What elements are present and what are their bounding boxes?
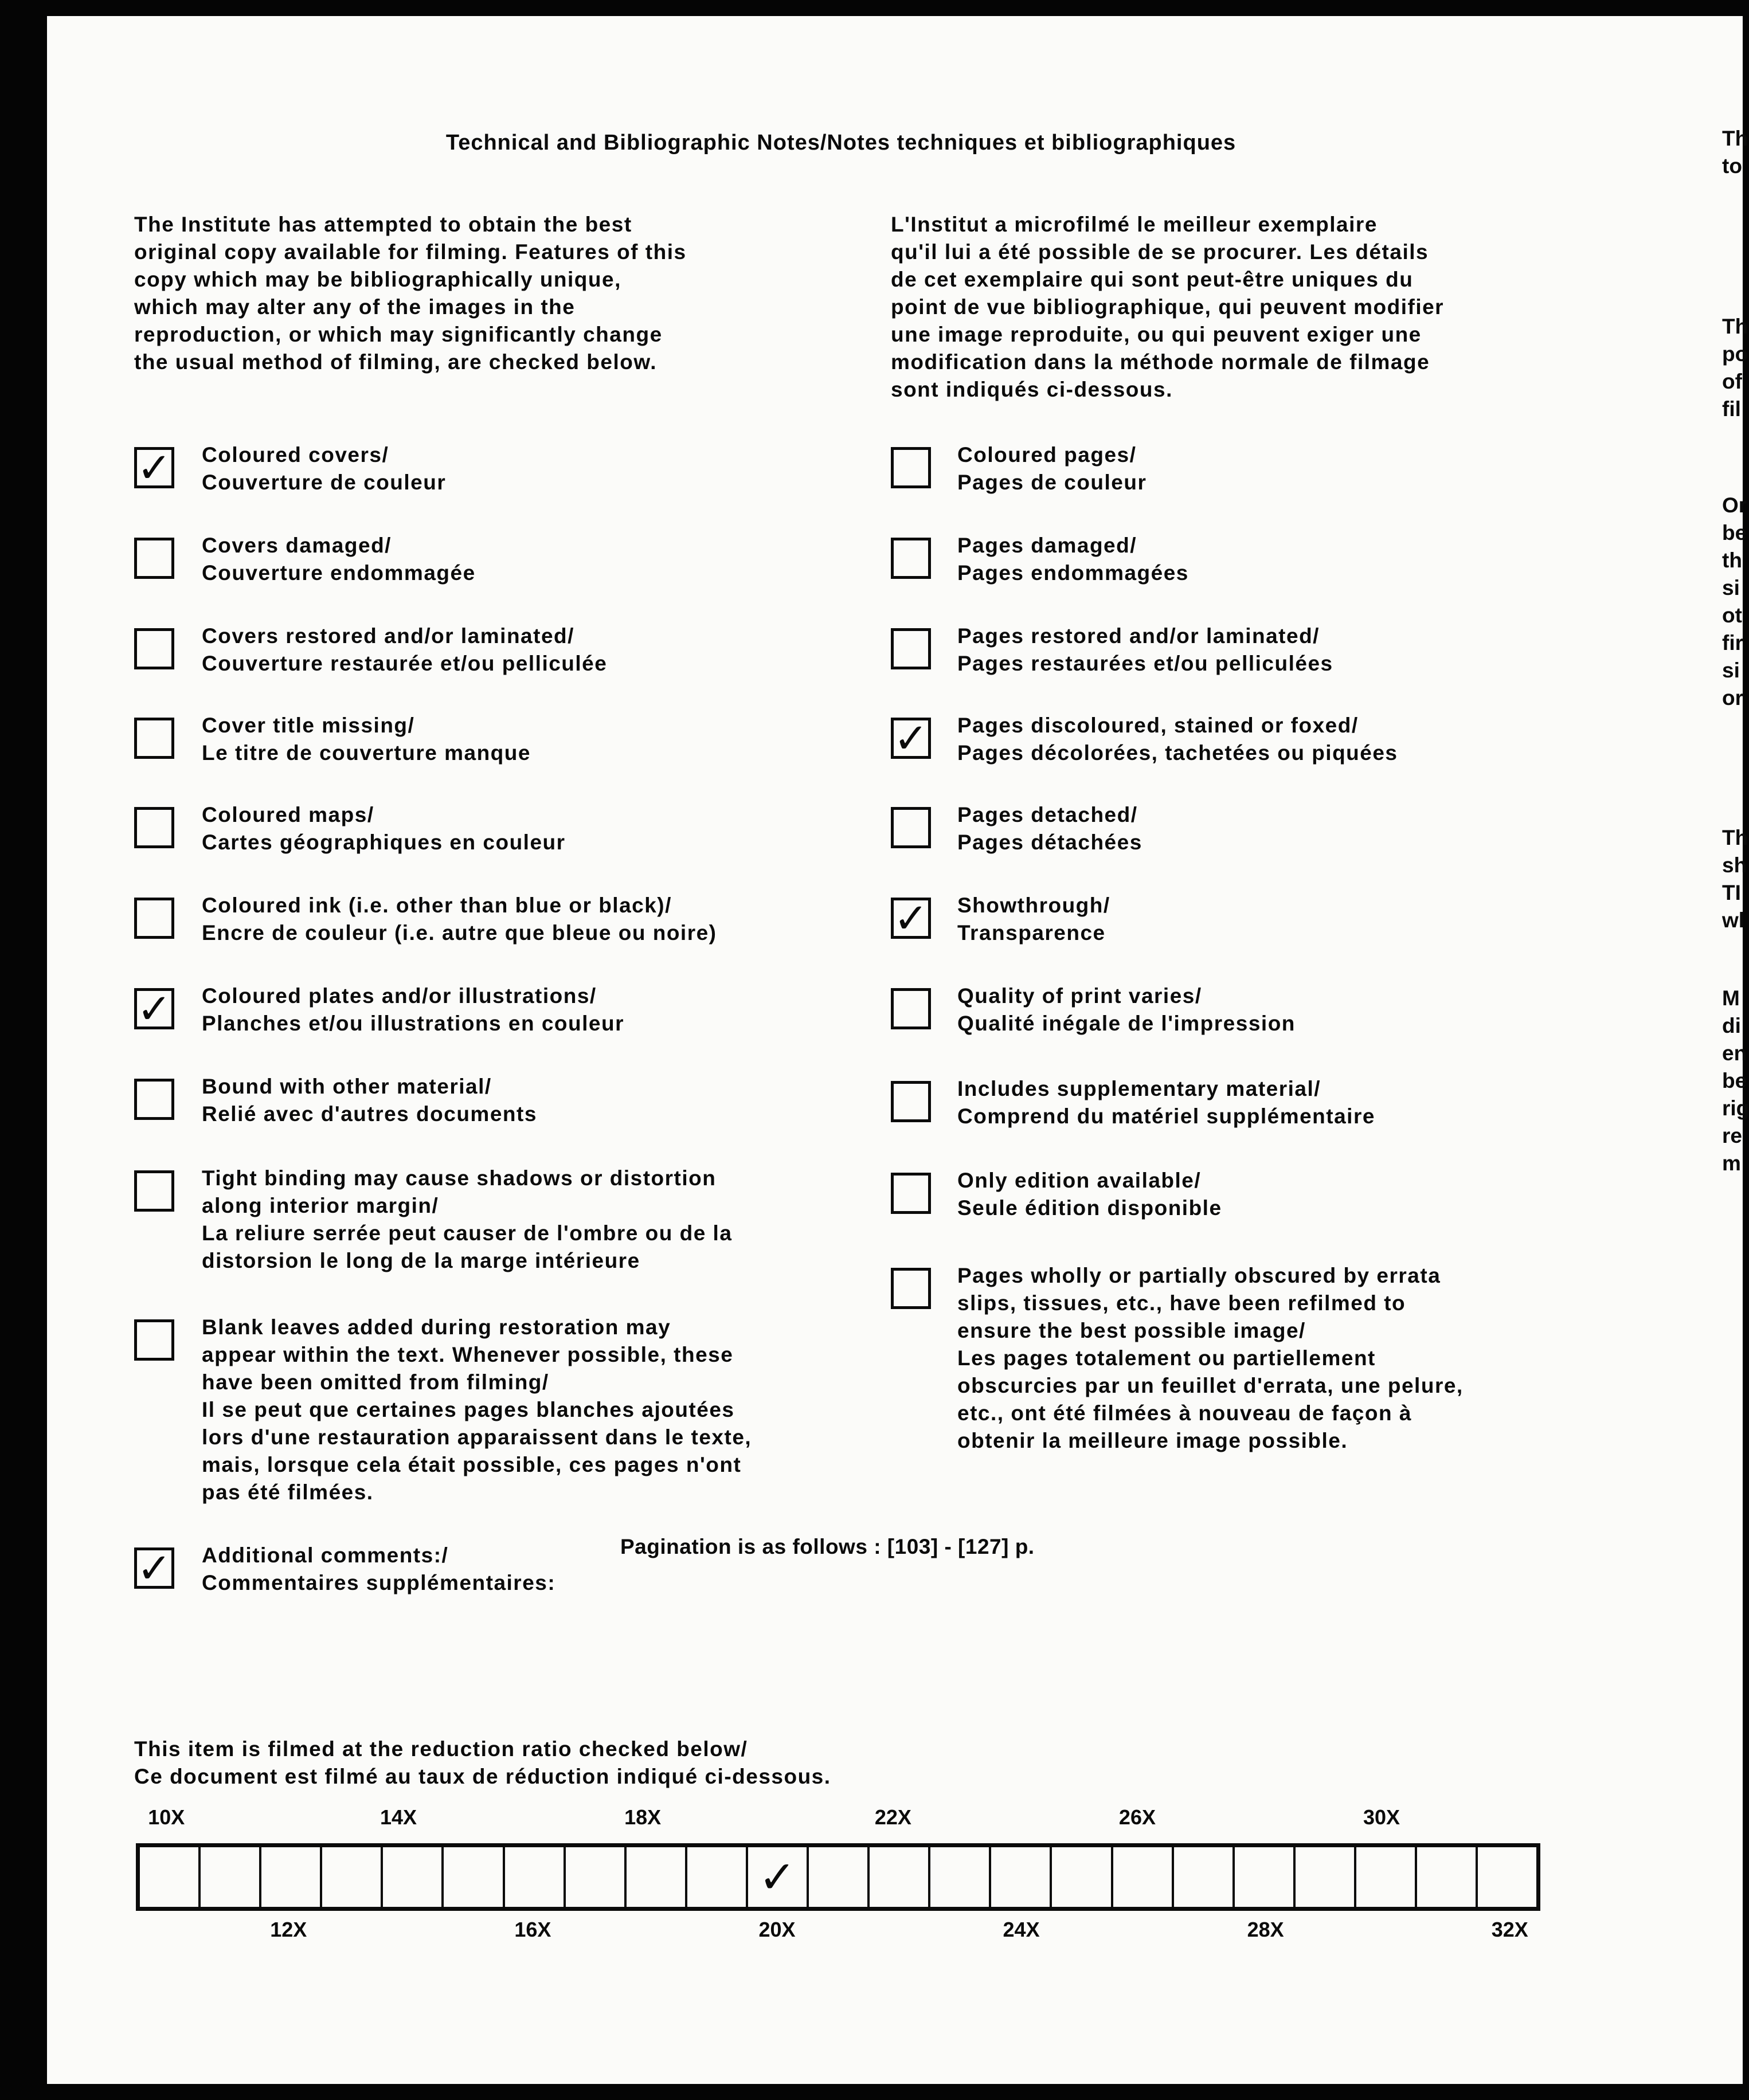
item-label-line: Commentaires supplémentaires: [202,1571,556,1594]
right-item-label-4 [957,801,1142,856]
item-label-line: Relié avec d'autres documents [202,1102,537,1126]
checkmark-icon: ✓ [136,1544,172,1592]
pagination-note: Pagination is as follows : [103] - [127] p. [620,1535,1035,1558]
item-label-line: distorsion le long de la marge intérieure [202,1249,640,1272]
scale-label-top: 10X [148,1805,185,1829]
intro-fr-line: sont indiqués ci-dessous. [891,378,1173,401]
left-checkbox-4[interactable] [134,807,174,848]
reduction-cell[interactable] [505,1847,566,1907]
reduction-cell[interactable] [687,1847,748,1907]
item-label-line: Le titre de couverture manque [202,741,531,765]
item-label-line: Pages endommagées [957,561,1189,585]
intro-en-line: reproduction, or which may significantly change [134,323,663,346]
reduction-cell[interactable] [322,1847,383,1907]
right-item-label-3 [957,712,1398,767]
scale-label-bottom: 24X [1003,1918,1040,1941]
item-label-line: Tight binding may cause shadows or distortion [202,1166,717,1190]
scale-label-top: 30X [1363,1805,1400,1829]
left-checkbox-5[interactable] [134,898,174,939]
left-item-label-7 [202,1073,537,1128]
left-item-label-9 [202,1314,752,1506]
document-page [47,16,1635,2084]
edge-fragment-group [1722,492,1747,712]
edge-fragment-line: be [1722,1069,1747,1092]
edge-fragment-line: wl [1722,908,1745,932]
reduction-cell[interactable] [261,1847,322,1907]
reduction-ratio-strip [136,1843,1540,1911]
left-item-label-5 [202,892,717,947]
reduction-cell[interactable] [201,1847,261,1907]
right-item-label-5 [957,892,1110,947]
edge-fragment-line: TI [1722,881,1741,904]
scale-label-top: 26X [1118,1805,1156,1829]
edge-fragment-line: si [1722,576,1740,600]
edge-fragment-line: th [1722,548,1742,572]
left-checkbox-0[interactable] [134,444,174,492]
edge-fragment-line: m [1722,1151,1741,1175]
edge-fragment-line: rig [1722,1096,1749,1120]
left-item-label-0 [202,441,446,496]
item-label-line: Seule édition disponible [957,1196,1222,1220]
item-label-line: Pages restored and/or laminated/ [957,624,1320,648]
reduction-cell[interactable] [748,1847,809,1907]
item-label-line: Coloured ink (i.e. other than blue or black)/ [202,894,672,917]
left-checkbox-3[interactable] [134,718,174,759]
right-checkbox-1[interactable] [891,538,931,579]
right-item-label-8 [957,1167,1222,1222]
left-item-label-4 [202,801,566,856]
item-label-line: Pages détachées [957,830,1142,854]
edge-fragment-line: Th [1722,826,1748,849]
left-checkbox-7[interactable] [134,1079,174,1120]
right-item-label-1 [957,532,1189,587]
intro-en-line: the usual method of filming, are checked below. [134,350,658,374]
left-checkbox-2[interactable] [134,628,174,669]
checkmark-icon: ✓ [136,444,172,492]
right-item-label-9 [957,1262,1464,1455]
intro-fr-line: point de vue bibliographique, qui peuvent modifier [891,295,1445,319]
right-checkbox-2[interactable] [891,628,931,669]
item-label-line: Coloured covers/ [202,443,389,467]
reduction-cell[interactable] [1296,1847,1356,1907]
item-label-line: ensure the best possible image/ [957,1319,1306,1342]
left-item-label-1 [202,532,476,587]
intro-en-line: original copy available for filming. Features of this [134,240,687,264]
scale-label-bottom: 12X [270,1918,307,1941]
scale-label-bottom: 28X [1247,1918,1284,1941]
item-label-line: appear within the text. Whenever possible, these [202,1343,734,1366]
edge-fragment-group [1722,313,1748,423]
item-label-line: obtenir la meilleure image possible. [957,1429,1348,1452]
right-checkbox-7[interactable] [891,1081,931,1122]
reduction-cell[interactable] [1174,1847,1235,1907]
item-label-line: Only edition available/ [957,1169,1202,1192]
item-label-line: Comprend du matériel supplémentaire [957,1104,1375,1128]
intro-en-line: which may alter any of the images in the [134,295,576,319]
intro-fr-line: modification dans la méthode normale de filmage [891,350,1430,374]
right-checkbox-3[interactable] [891,714,931,762]
item-label-line: Quality of print varies/ [957,984,1202,1008]
reduction-cell[interactable] [140,1847,201,1907]
reduction-note-line: Ce document est filmé au taux de réduction indiqué ci-dessous. [134,1765,831,1788]
item-label-line: Couverture endommagée [202,561,476,585]
left-checkbox-8[interactable] [134,1170,174,1212]
reduction-cell[interactable] [383,1847,444,1907]
edge-fragment-group [1722,824,1748,934]
right-checkbox-0[interactable] [891,447,931,488]
reduction-cell[interactable] [1356,1847,1417,1907]
checkmark-icon: ✓ [893,894,929,942]
edge-fragment-line: of [1722,370,1742,393]
intro-fr-line: qu'il lui a été possible de se procurer. Les détails [891,240,1429,264]
reduction-cell[interactable] [930,1847,991,1907]
left-checkbox-6[interactable] [134,985,174,1033]
intro-fr-line: de cet exemplaire qui sont peut-être uniques du [891,268,1414,291]
edge-fragment-line: Or [1722,493,1747,517]
reduction-cell[interactable] [991,1847,1052,1907]
edge-fragment-line: Th [1722,315,1748,338]
item-label-line: Additional comments:/ [202,1543,449,1567]
item-label-line: Coloured plates and/or illustrations/ [202,984,597,1008]
right-checkbox-4[interactable] [891,807,931,848]
right-checkbox-8[interactable] [891,1173,931,1214]
item-label-line: Pages damaged/ [957,534,1137,557]
item-label-line: Covers damaged/ [202,534,392,557]
edge-fragment-line: re [1722,1124,1742,1147]
reduction-note-line: This item is filmed at the reduction ratio checked below/ [134,1737,748,1761]
scale-label-bottom: 16X [514,1918,551,1941]
item-label-line: Qualité inégale de l'impression [957,1012,1296,1035]
reduction-cell[interactable] [809,1847,870,1907]
item-label-line: Pages wholly or partially obscured by errata [957,1264,1441,1287]
reduction-cell[interactable] [1478,1847,1536,1907]
scale-label-top: 14X [380,1805,417,1829]
item-label-line: Showthrough/ [957,894,1110,917]
edge-fragment-line: sh [1722,853,1747,877]
item-label-line: La reliure serrée peut causer de l'ombre ou de la [202,1221,733,1245]
page-title: Technical and Bibliographic Notes/Notes techniques et bibliographiques [445,131,1237,155]
reduction-cell[interactable] [566,1847,627,1907]
edge-fragment-line: ot [1722,604,1742,627]
item-label-line: mais, lorsque cela était possible, ces pages n'ont [202,1453,742,1476]
edge-fragment-line: fil [1722,397,1741,421]
left-item-label-3 [202,712,531,767]
left-item-label-8 [202,1165,732,1275]
left-item-label-10 [202,1542,555,1597]
item-label-line: have been omitted from filming/ [202,1370,549,1394]
item-label-line: Pages detached/ [957,803,1138,826]
reduction-cell[interactable] [1417,1847,1478,1907]
edge-fragment-line: Th [1722,127,1748,150]
right-checkbox-5[interactable] [891,894,931,942]
right-item-label-7 [957,1075,1375,1130]
item-label-line: Bound with other material/ [202,1075,492,1098]
edge-fragment-line: di [1722,1014,1741,1037]
intro-en-line: copy which may be bibliographically unique, [134,268,621,291]
scale-label-bottom: 20X [758,1918,796,1941]
checkmark-icon: ✓ [136,985,172,1033]
item-label-line: Pages décolorées, tachetées ou piquées [957,741,1398,765]
reduction-cell[interactable] [627,1847,687,1907]
item-label-line: slips, tissues, etc., have been refilmed to [957,1291,1406,1315]
adjacent-page-edge [1626,16,1749,2084]
item-label-line: Includes supplementary material/ [957,1077,1321,1100]
scale-label-bottom: 32X [1491,1918,1528,1941]
intro-fr-line: une image reproduite, ou qui peuvent exiger une [891,323,1422,346]
reduction-ratio-note [134,1735,831,1791]
item-label-line: Couverture de couleur [202,471,447,494]
item-label-line: Cover title missing/ [202,714,415,737]
item-label-line: pas été filmées. [202,1480,374,1504]
reduction-cell[interactable] [870,1847,930,1907]
item-label-line: lors d'une restauration apparaissent dans le texte, [202,1425,752,1449]
item-label-line: Cartes géographiques en couleur [202,830,566,854]
item-label-line: Covers restored and/or laminated/ [202,624,574,648]
left-checkbox-10[interactable] [134,1544,174,1592]
item-label-line: Pages restaurées et/ou pelliculées [957,652,1333,675]
scale-label-top: 18X [624,1805,662,1829]
edge-fragment-group [1722,985,1749,1177]
item-label-line: Les pages totalement ou partiellement [957,1346,1376,1370]
edge-fragment-line: be [1722,521,1747,544]
item-label-line: Coloured maps/ [202,803,374,826]
item-label-line: obscurcies par un feuillet d'errata, une pelure, [957,1374,1464,1397]
left-checkbox-9[interactable] [134,1319,174,1361]
right-item-label-2 [957,622,1333,677]
item-label-line: along interior margin/ [202,1194,439,1217]
intro-english [134,211,776,376]
edge-fragment-line: en [1722,1041,1747,1065]
reduction-cell[interactable] [1235,1847,1296,1907]
item-label-line: Blank leaves added during restoration may [202,1315,671,1339]
left-checkbox-1[interactable] [134,538,174,579]
item-label-line: Il se peut que certaines pages blanches ajoutées [202,1398,735,1421]
right-item-label-6 [957,982,1296,1037]
edge-fragment-line: fir [1722,631,1743,655]
item-label-line: Pages de couleur [957,471,1147,494]
intro-french [891,211,1533,403]
reduction-cell[interactable] [1052,1847,1113,1907]
item-label-line: Couverture restaurée et/ou pelliculée [202,652,608,675]
left-item-label-2 [202,622,607,677]
item-label-line: Transparence [957,921,1106,945]
checkmark-icon: ✓ [893,714,929,762]
item-label-line: Coloured pages/ [957,443,1137,467]
intro-fr-line: L'Institut a microfilmé le meilleur exemplaire [891,213,1378,236]
item-label-line: Pages discoloured, stained or foxed/ [957,714,1359,737]
edge-fragment-line: or [1722,686,1743,710]
reduction-cell[interactable] [1113,1847,1174,1907]
edge-fragment-group [1722,125,1748,180]
right-item-label-0 [957,441,1147,496]
reduction-cell[interactable] [444,1847,504,1907]
item-label-line: etc., ont été filmées à nouveau de façon à [957,1401,1412,1425]
left-item-label-6 [202,982,624,1037]
edge-fragment-line: to [1722,154,1742,178]
right-checkbox-9[interactable] [891,1268,931,1309]
item-label-line: Encre de couleur (i.e. autre que bleue ou noire) [202,921,717,945]
edge-fragment-line: M [1722,986,1740,1010]
checkmark-icon: ✓ [758,1851,796,1902]
item-label-line: Planches et/ou illustrations en couleur [202,1012,624,1035]
scale-label-top: 22X [874,1805,911,1829]
edge-fragment-line: si [1722,659,1740,682]
edge-fragment-line: po [1722,342,1748,366]
right-checkbox-6[interactable] [891,988,931,1029]
intro-en-line: The Institute has attempted to obtain the best [134,213,632,236]
